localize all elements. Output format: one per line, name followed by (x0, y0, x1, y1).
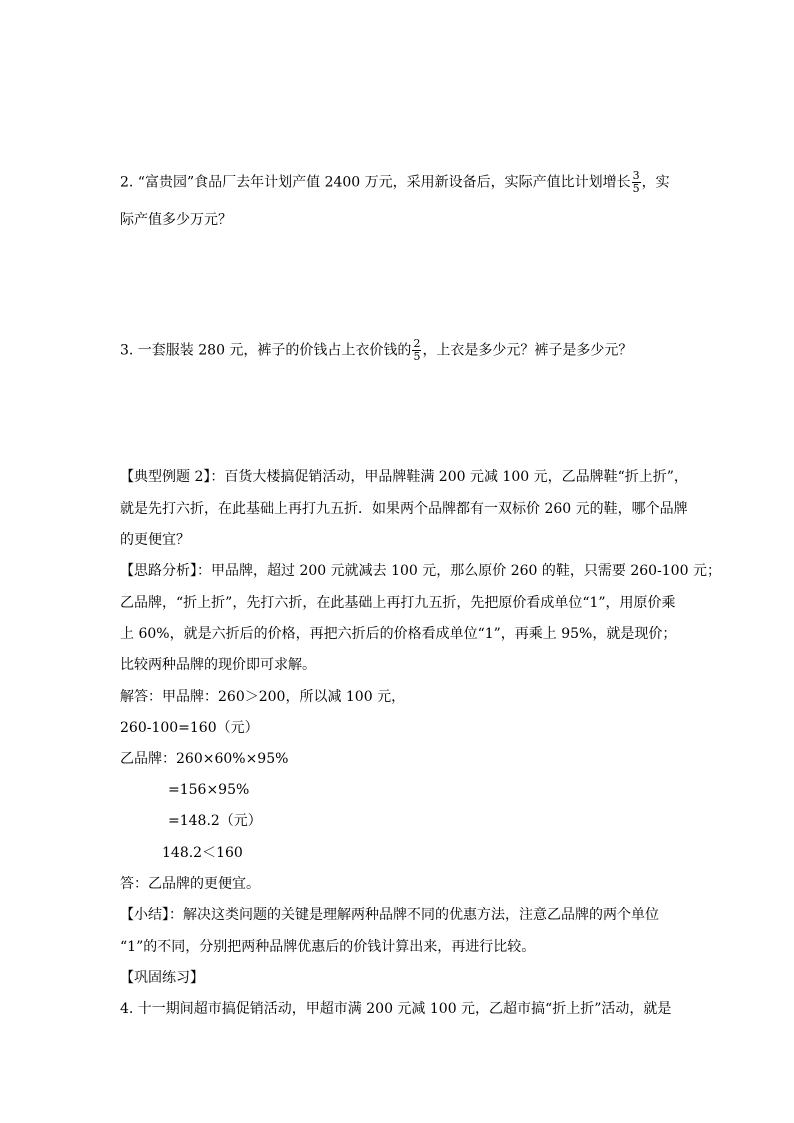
analysis-line-1: 【思路分析】：甲品牌，超过 200 元就减去 100 元，那么原价 260 的鞋，只需要 260-100 元； (120, 563, 721, 579)
analysis-line-2: 乙品牌，“折上折”，先打六折，在此基础上再打九五折，先把原价看成单位“1”，用原价乘 (120, 595, 676, 611)
q2-text-a: 2. “富贵园”食品厂去年计划产值 2400 万元，采用新设备后，实际产值比计划增长 (120, 174, 631, 191)
q4-line-1: 4. 十一期间超市搞促销活动，甲超市满 200 元减 100 元，乙超市搞“折上折”活动，就是 (120, 1001, 672, 1017)
solution-answer: 答：乙品牌的更便宜。 (120, 876, 260, 892)
solution-line-5: =148.2（元） (168, 813, 262, 829)
fraction-numerator: 3 (632, 169, 640, 182)
q3-line-1 (120, 338, 632, 363)
example-line-3: 的更便宜？ (120, 532, 190, 548)
fraction-denominator: 5 (413, 350, 421, 363)
solution-line-3: 乙品牌：260×60%×95% (120, 751, 289, 767)
fraction-3-5 (632, 170, 641, 195)
solution-line-6: 148.2＜160 (162, 845, 243, 861)
solution-line-1: 解答：甲品牌：260＞200，所以减 100 元， (120, 689, 406, 705)
fraction-2-5 (412, 338, 421, 363)
summary-line-1: 【小结】：解决这类问题的关键是理解两种品牌不同的优惠方法，注意乙品牌的两个单位 (120, 907, 659, 923)
q3-text-b: ，上衣是多少元？裤子是多少元？ (422, 342, 633, 359)
q2-line-1 (120, 170, 670, 195)
analysis-line-4: 比较两种品牌的现价即可求解。 (120, 657, 316, 673)
example-line-1: 【典型例题 2】：百货大楼搞促销活动，甲品牌鞋满 200 元减 100 元，乙品牌鞋“折上折”， (120, 469, 688, 485)
solution-line-4: =156×95% (168, 782, 250, 798)
practice-heading: 【巩固练习】 (120, 970, 204, 986)
q3-text-a: 3. 一套服装 280 元，裤子的价钱占上衣价钱的 (120, 342, 412, 359)
analysis-line-3: 上 60%，就是六折后的价格，再把六折后的价格看成单位“1”，再乘上 95%，就是现价； (120, 626, 677, 642)
q2-line-2: 际产值多少万元？ (120, 212, 232, 228)
q2-text-b: ，实 (641, 174, 670, 191)
fraction-numerator: 2 (413, 337, 421, 350)
example-line-2: 就是先打六折，在此基础上再打九五折．如果两个品牌都有一双标价 260 元的鞋，哪个品牌 (120, 501, 688, 517)
fraction-denominator: 5 (632, 182, 640, 195)
solution-line-2: 260-100=160（元） (120, 720, 259, 736)
summary-line-2: “1”的不同，分别把两种品牌优惠后的价钱计算出来，再进行比较。 (120, 939, 536, 955)
